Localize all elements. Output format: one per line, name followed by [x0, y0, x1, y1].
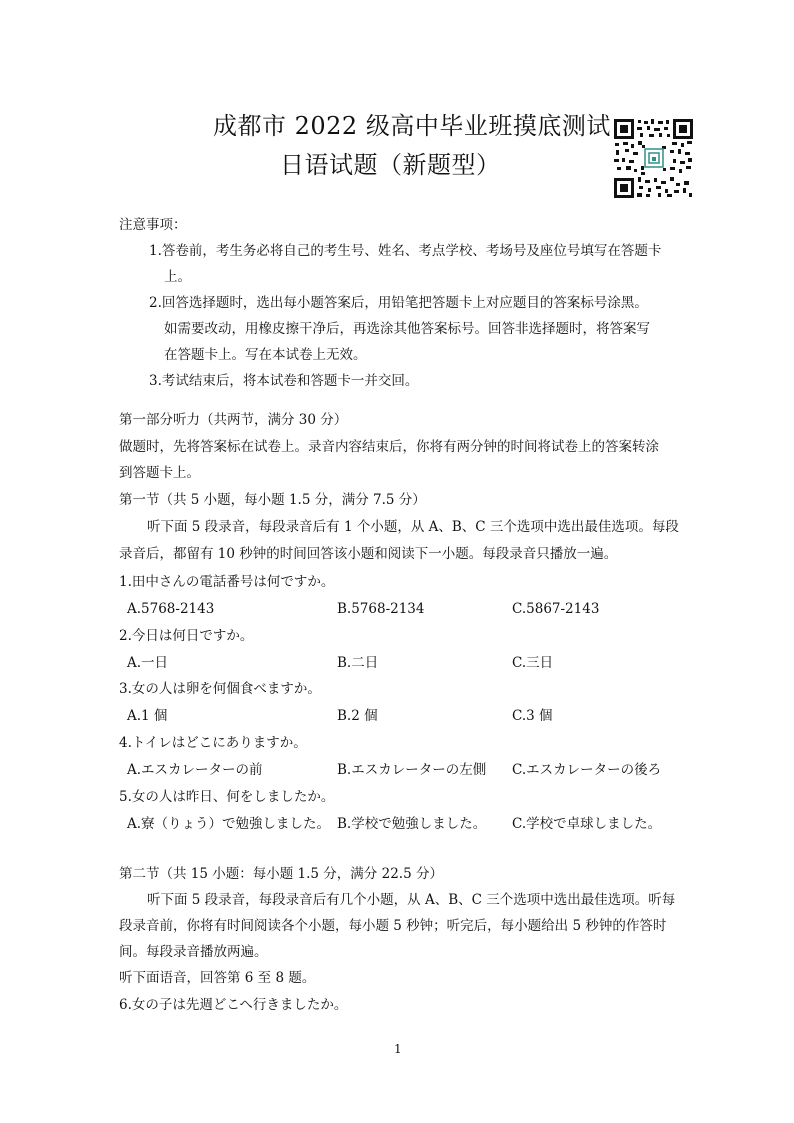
q2-option-b: B.二日 [337, 655, 379, 671]
q5-option-b: B.学校で勉強しました。 [337, 816, 487, 832]
q3-option-c: C.3 個 [512, 708, 553, 724]
q4-option-a: A.エスカレーターの前 [127, 762, 263, 778]
question-1: 1.田中さんの電話番号は何ですか。 [119, 574, 335, 590]
note-1-line2: 上。 [164, 269, 191, 285]
question-3: 3.女の人は卵を何個食べますか。 [119, 681, 321, 697]
note-2-line1: 2.回答选择题时，选出每小题答案后，用铅笔把答题卡上对应题目的答案标号涂黑。 [149, 295, 648, 311]
question-5: 5.女の人は昨日、何をしましたか。 [119, 789, 335, 805]
q5-option-a: A.寮（りょう）で勉強しました。 [127, 816, 331, 832]
section2-instr-line2: 段录音前，你将有时间阅读各个小题，每小题 5 秒钟；听完后，每小题给出 5 秒钟的作答时 [119, 918, 667, 934]
section1-heading: 第一节（共 5 小题，每小题 1.5 分，满分 7.5 分） [119, 492, 426, 508]
note-2-line2: 如需要改动，用橡皮擦干净后，再选涂其他答案标号。回答非选择题时，将答案写 [164, 321, 650, 337]
section2-instr-line1: 听下面 5 段录音，每段录音后有几个小题，从 A、B、C 三个选项中选出最佳选项。听每 [147, 892, 676, 908]
part1-heading: 第一部分听力（共两节，满分 30 分） [119, 412, 348, 428]
question-4: 4.トイレはどこにありますか。 [119, 735, 307, 751]
q3-option-a: A.1 個 [127, 708, 168, 724]
q1-option-a: A.5768-2143 [127, 601, 215, 617]
note-1-line1: 1.答卷前，考生务必将自己的考生号、姓名、考点学校、考场号及座位号填写在答题卡 [149, 243, 662, 259]
title-line2: 日语试题（新题型） [280, 151, 501, 179]
qr-code-icon [614, 119, 693, 198]
notes-heading: 注意事项： [119, 217, 187, 233]
question-6: 6.女の子は先週どこへ行きましたか。 [119, 997, 348, 1013]
title-line1: 成都市 2022 级高中毕业班摸底测试 [213, 112, 611, 140]
q3-option-b: B.2 個 [337, 708, 378, 724]
q4-option-c: C.エスカレーターの後ろ [512, 762, 662, 778]
q2-option-a: A.一日 [127, 655, 169, 671]
q2-option-c: C.三日 [512, 655, 554, 671]
q1-option-b: B.5768-2134 [337, 601, 425, 617]
section2-sub-instr: 听下面语音，回答第 6 至 8 题。 [119, 970, 316, 986]
section1-instr-line2: 录音后，都留有 10 秒钟的时间回答该小题和阅读下一小题。每段录音只播放一遍。 [119, 546, 618, 562]
section1-instr-line1: 听下面 5 段录音，每段录音后有 1 个小题，从 A、B、C 三个选项中选出最佳选项。每段 [147, 519, 679, 535]
section2-heading: 第二节（共 15 小题：每小题 1.5 分，满分 22.5 分） [119, 866, 443, 882]
q1-option-c: C.5867-2143 [512, 601, 600, 617]
note-3: 3.考试结束后，将本试卷和答题卡一并交回。 [149, 373, 419, 389]
question-2: 2.今日は何日ですか。 [119, 628, 254, 644]
q4-option-b: B.エスカレーターの左側 [337, 762, 487, 778]
part1-intro-line2: 到答题卡上。 [119, 465, 200, 481]
page-number: 1 [394, 1042, 402, 1056]
note-2-line3: 在答题卡上。写在本试卷上无效。 [164, 347, 367, 363]
q5-option-c: C.学校で卓球しました。 [512, 816, 662, 832]
part1-intro-line1: 做题时，先将答案标在试卷上。录音内容结束后，你将有两分钟的时间将试卷上的答案转涂 [119, 439, 659, 455]
section2-instr-line3: 间。每段录音播放两遍。 [119, 944, 268, 960]
